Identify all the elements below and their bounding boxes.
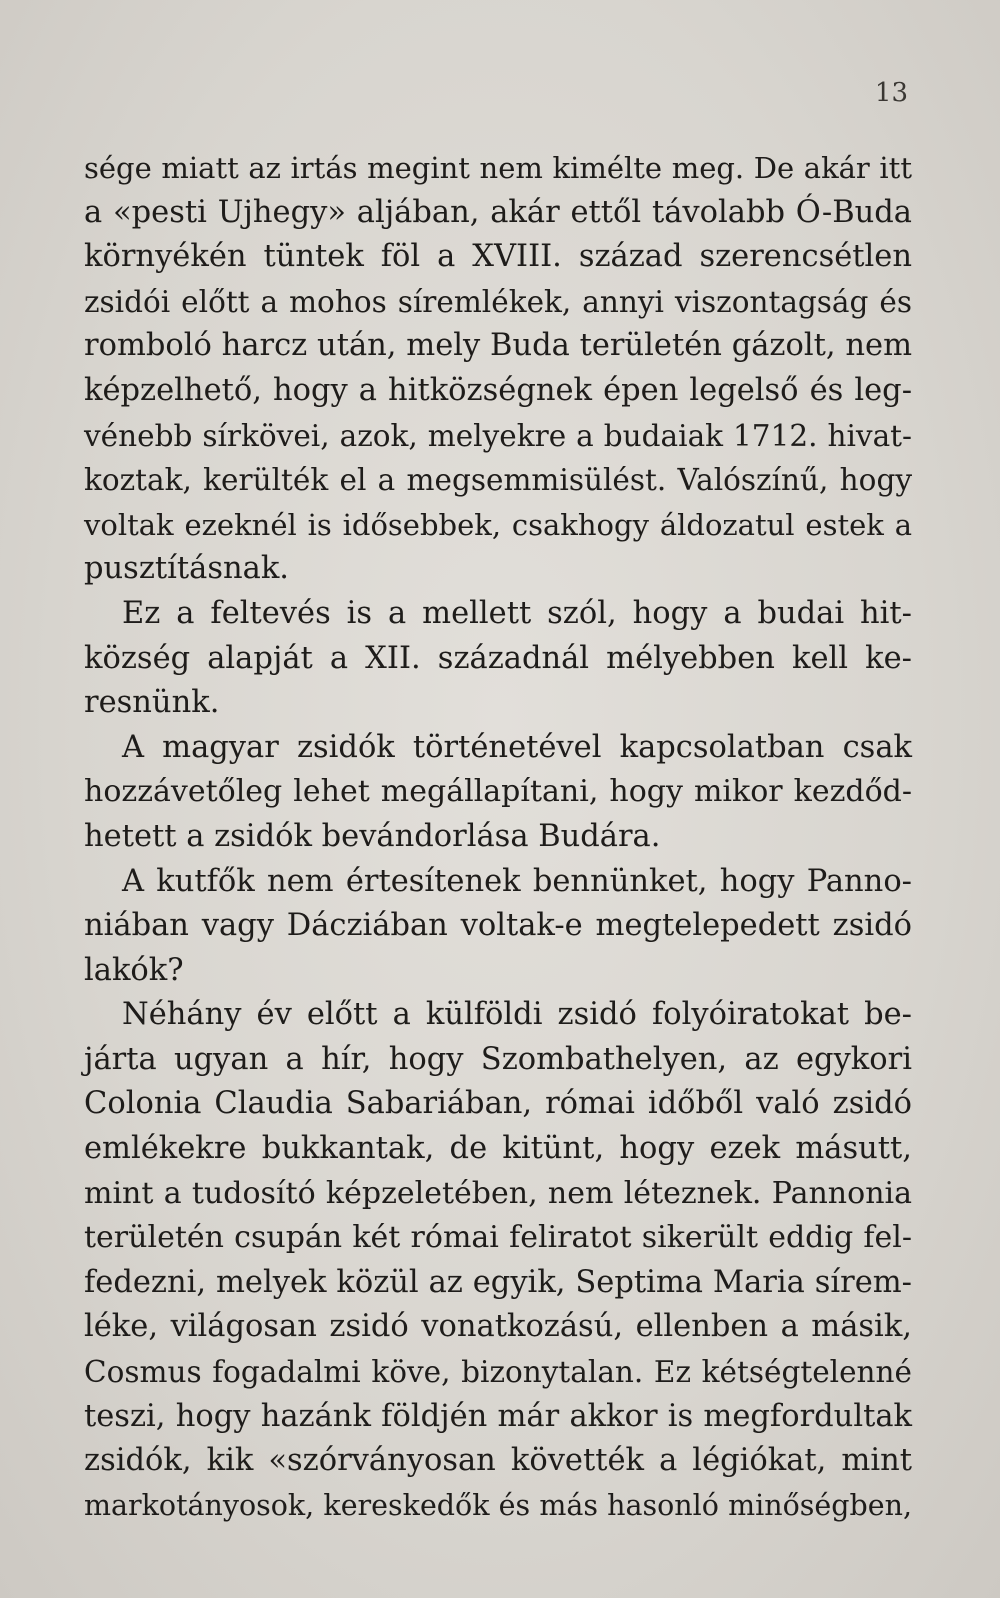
text-line: markotányosok, kereskedők és más hasonló minőségben, xyxy=(84,1488,912,1522)
text-line: zsidói előtt a mohos síremlékek, annyi viszontagság és xyxy=(84,284,912,319)
text-line: zsidók, kik «szórványosan követték a légiókat, mint xyxy=(84,1443,912,1479)
text-line: környékén tüntek föl a XVIII. század szerencsétlen xyxy=(84,239,912,275)
text-line: Ez a feltevés is a mellett szól, hogy a budai hit- xyxy=(122,595,912,631)
body-text xyxy=(84,146,912,1528)
text-line: Néhány év előtt a külföldi zsidó folyóiratokat be- xyxy=(122,997,912,1033)
text-line: pusztításnak. xyxy=(84,551,289,587)
text-line: hozzávetőleg lehet megállapítani, hogy mikor kezdőd- xyxy=(84,774,912,810)
text-line: járta ugyan a hír, hogy Szombathelyen, az egykori xyxy=(84,1041,912,1077)
text-line: A magyar zsidók történetével kapcsolatban csak xyxy=(122,729,912,765)
text-line: A kutfők nem értesítenek bennünket, hogy Panno- xyxy=(122,863,912,899)
text-line: fedezni, melyek közül az egyik, Septima Maria sírem- xyxy=(84,1264,912,1300)
text-line: képzelhető, hogy a hitközségnek épen legelső és leg- xyxy=(84,372,912,408)
text-line: voltak ezeknél is idősebbek, csakhogy áldozatul estek a xyxy=(84,507,912,542)
page-number: 13 xyxy=(874,78,908,108)
text-line: a «pesti Ujhegy» aljában, akár ettől távolabb Ó-Buda xyxy=(84,194,912,230)
text-line: hetett a zsidók bevándorlása Budára. xyxy=(84,818,661,854)
text-line: vénebb sírkövei, azok, melyekre a budaiak 1712. hivat- xyxy=(84,418,912,453)
text-line: resnünk. xyxy=(84,685,220,721)
text-line: romboló harcz után, mely Buda területén gázolt, nem xyxy=(84,328,912,364)
text-line: léke, világosan zsidó vonatkozású, ellenben a másik, xyxy=(84,1309,912,1345)
text-line: emlékekre bukkantak, de kitünt, hogy ezek másutt, xyxy=(84,1131,912,1167)
text-line: niában vagy Dácziában voltak-e megtelepedett zsidó xyxy=(84,908,912,944)
text-line: község alapját a XII. századnál mélyebben kell ke- xyxy=(84,640,912,676)
text-line: Colonia Claudia Sabariában, római időből való zsidó xyxy=(84,1086,912,1122)
text-line: sége miatt az irtás megint nem kimélte meg. De akár itt xyxy=(84,151,912,185)
text-line: Cosmus fogadalmi köve, bizonytalan. Ez kétségtelenné xyxy=(84,1355,912,1390)
text-line: mint a tudosító képzeletében, nem léteznek. Pannonia xyxy=(84,1175,912,1211)
text-line: teszi, hogy hazánk földjén már akkor is megfordultak xyxy=(84,1398,912,1434)
text-line: lakók? xyxy=(84,952,184,988)
text-line: területén csupán két római feliratot sikerült eddig fel- xyxy=(84,1220,912,1256)
text-line: koztak, kerülték el a megsemmisülést. Valószínű, hogy xyxy=(84,463,912,498)
